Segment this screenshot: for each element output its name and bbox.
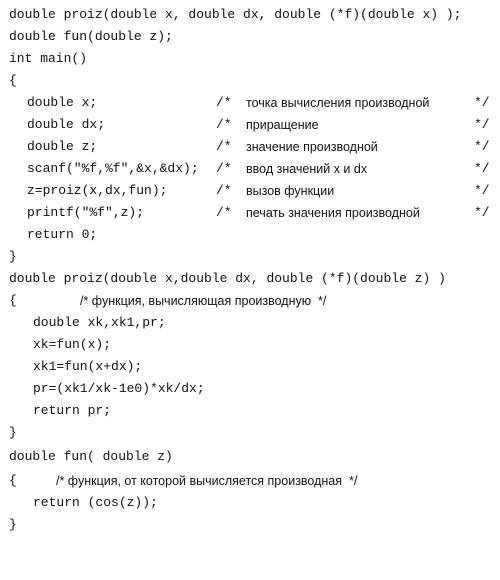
code-text: return (cos(z)); <box>33 495 158 510</box>
code-line-return-0 <box>0 224 500 246</box>
comment-text: приращение <box>246 118 319 132</box>
comment-text: /* функция, от которой вычисляется производная */ <box>56 474 358 488</box>
comment-close: */ <box>474 183 490 198</box>
code-line-proiz-xk1 <box>0 356 500 378</box>
comment-text: ввод значений x и dx <box>246 162 368 176</box>
comment-text: значение производной <box>246 140 378 154</box>
code-line-scanf <box>0 158 500 180</box>
comment-text: /* функция, вычисляющая производную */ <box>80 294 327 308</box>
code-text: xk=fun(x); <box>33 337 112 352</box>
code-line-proiz-pr <box>0 378 500 400</box>
code-text: z=proiz(x,dx,fun); <box>27 183 168 198</box>
code-line-main-open-brace <box>0 70 500 92</box>
code-line-proiz-xk <box>0 334 500 356</box>
comment-close: */ <box>474 139 490 154</box>
code-line-printf <box>0 202 500 224</box>
code-line-proiz-close-brace <box>0 422 500 444</box>
code-line-fun-open-brace <box>0 470 500 492</box>
code-text: return pr; <box>33 403 112 418</box>
code-text: { <box>9 293 17 308</box>
code-text: double xk,xk1,pr; <box>33 315 166 330</box>
code-line-proiz-decl <box>0 312 500 334</box>
code-line-decl-x <box>0 92 500 114</box>
code-line-fun-close-brace <box>0 514 500 536</box>
code-text: { <box>9 73 17 88</box>
code-text: double fun( double z) <box>9 449 173 464</box>
code-line-fun-return <box>0 492 500 514</box>
code-text: { <box>9 473 17 488</box>
code-text: int main() <box>9 51 88 66</box>
code-text: double dx; <box>27 117 106 132</box>
comment-text: точка вычисления производной <box>246 96 430 110</box>
comment-text: печать значения производной <box>246 206 420 220</box>
comment-close: */ <box>474 117 490 132</box>
comment-close: */ <box>474 205 490 220</box>
code-line-call-proiz <box>0 180 500 202</box>
code-text: xk1=fun(x+dx); <box>33 359 143 374</box>
code-text: printf("%f",z); <box>27 205 145 220</box>
comment-open: /* <box>216 117 232 132</box>
code-line-main-close-brace <box>0 246 500 268</box>
comment-open: /* <box>216 95 232 110</box>
code-text: return 0; <box>27 227 98 242</box>
code-text: double proiz(double x, double dx, double (*f)(double x) ); <box>9 7 462 22</box>
code-text: double x; <box>27 95 98 110</box>
code-text: } <box>9 425 17 440</box>
code-line-decl-z <box>0 136 500 158</box>
code-line-proiz-open-brace <box>0 290 500 312</box>
code-line-proiz-return <box>0 400 500 422</box>
code-text: double proiz(double x,double dx, double (*f)(double z) ) <box>9 271 446 286</box>
code-text: } <box>9 249 17 264</box>
code-text: scanf("%f,%f",&x,&dx); <box>27 161 199 176</box>
code-text: double z; <box>27 139 98 154</box>
code-text: double fun(double z); <box>9 29 173 44</box>
comment-text: вызов функции <box>246 184 335 198</box>
code-line-main-signature <box>0 48 500 70</box>
code-line-fun-signature <box>0 446 500 468</box>
code-text: pr=(xk1/xk-1e0)*xk/dx; <box>33 381 205 396</box>
code-line-proiz-signature <box>0 268 500 290</box>
comment-close: */ <box>474 161 490 176</box>
comment-open: /* <box>216 205 232 220</box>
comment-open: /* <box>216 183 232 198</box>
code-line-fun-prototype <box>0 26 500 48</box>
code-line-proiz-prototype <box>0 4 500 26</box>
comment-close: */ <box>474 95 490 110</box>
code-line-decl-dx <box>0 114 500 136</box>
comment-open: /* <box>216 139 232 154</box>
comment-open: /* <box>216 161 232 176</box>
code-text: } <box>9 517 17 532</box>
